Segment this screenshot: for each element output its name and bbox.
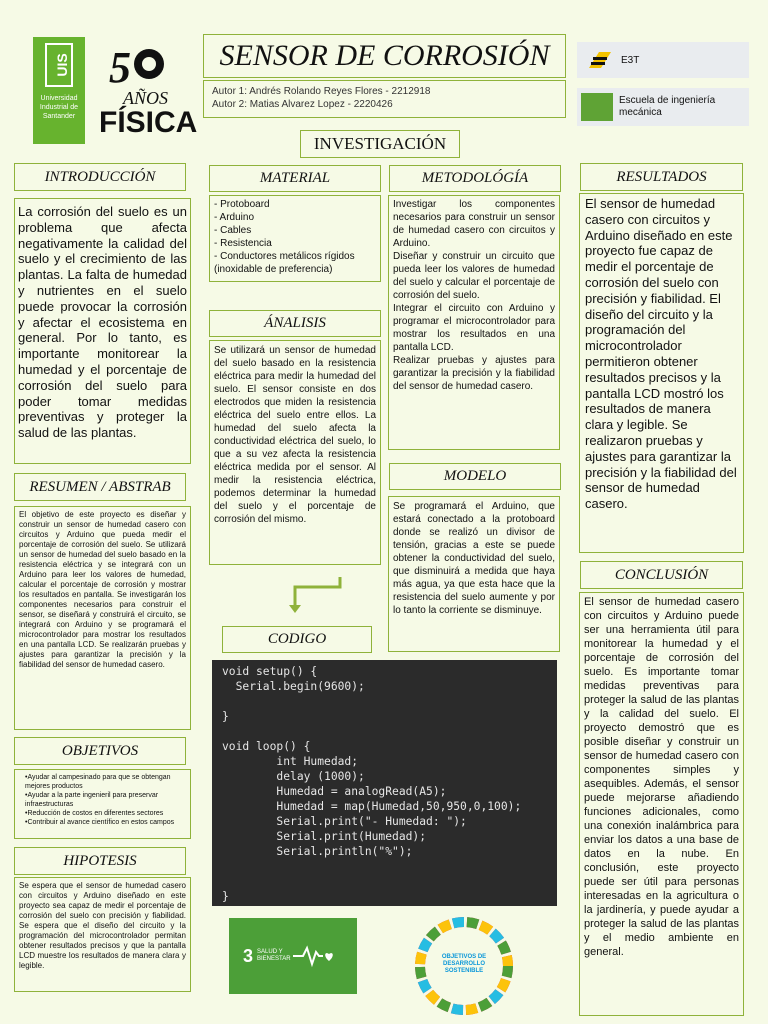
resultados-box — [579, 193, 744, 553]
code-line: } — [222, 890, 229, 903]
introduccion-box — [14, 198, 191, 464]
code-line: Serial.begin(9600); — [222, 680, 365, 693]
ods3-badge — [229, 918, 357, 994]
introduccion-heading: INTRODUCCIÓN — [14, 163, 186, 191]
metodologia-text: Investigar los componentes necesarios para construir un sensor de humedad casero con circuitos y Arduino. Diseñar y construir un circuito que pueda leer los valores de humedad del suelo y calcular el porcentaje de corrosión del suelo. Integrar el circuito con Arduino y programar el microcontrolador para mostrar los resultados en una pantalla LCD. Realizar pruebas y ajustes para garantizar la precisión y la fiabilidad del sensor de humedad casero. — [393, 199, 555, 392]
school-color-block — [581, 93, 613, 121]
list-item: •Reducción de costos en diferentes sectores — [25, 810, 164, 817]
code-line: Serial.println("%"); — [222, 845, 413, 858]
code-line: } — [222, 710, 229, 723]
objetivos-heading: OBJETIVOS — [14, 737, 186, 765]
heartbeat-icon — [293, 944, 337, 968]
e3t-logo — [577, 42, 749, 78]
code-line: void setup() { — [222, 665, 318, 678]
code-line: Serial.print(Humedad); — [222, 830, 427, 843]
list-item: - Protoboard — [214, 199, 270, 210]
list-item: •Ayudar a la parte ingenieril para preservar infraestructuras — [25, 792, 159, 808]
material-heading: MATERIAL — [209, 165, 381, 192]
list-item: - Resistencia — [214, 238, 272, 249]
ods3-number: 3 — [243, 945, 254, 966]
authors-box — [203, 80, 566, 118]
e3t-mark-icon — [585, 48, 615, 72]
material-list — [214, 198, 376, 276]
ods-wheel — [412, 918, 516, 1014]
poster-title: SENSOR DE CORROSIÓN — [219, 39, 550, 72]
modelo-text: Se programará el Arduino, que estará conectado a la protoboard donde se realizó un divisor de tensión, gracias a este se puede obtener la conductividad del suelo, que disminuirá a medida que haya más agua, ya que esta hace que la resistencia del suelo aumente y por lo tanto la corriente se disminuye. — [393, 501, 555, 616]
analisis-heading: ÁNALISIS — [209, 310, 381, 337]
list-item: - Conductores metálicos rígidos (inoxidable de preferencia) — [214, 251, 355, 275]
list-item: •Ayudar al campesinado para que se obtengan mejores productos — [25, 774, 171, 790]
ods-label: OBJETIVOS DE DESARROLLO SOSTENIBLE — [441, 954, 487, 974]
resultados-text: El sensor de humedad casero con circuitos y Arduino diseñado en este proyecto fue capaz de medir el porcentaje de corrosión del suelo con precisión y fiabilidad. El diseño del circuito y la programación del microcontrolador permitieron obtener resultados precisos y la pantalla LCD mostró los resultados de manera clara y legible. Se realizaron pruebas y ajustes para garantizar la precisión y la fiabilidad del sensor de humedad casero. — [585, 196, 737, 512]
e3t-label: E3T — [621, 54, 640, 66]
analisis-text: Se utilizará un sensor de humedad del suelo basado en la resistencia eléctrica para medir la humedad del suelo. El sensor consiste en dos electrodos que miden la resistencia eléctrica del suelo entre ellos. La humedad del suelo afecta la conductividad eléctrica del suelo, lo que a su vez afecta la resistencia eléctrica medida por el sensor. Al medir la resistencia eléctrica, podemos determinar la humedad del suelo y el porcentaje de corrosión del mismo. — [214, 345, 376, 525]
resumen-heading: RESUMEN / ABSTRAB — [14, 473, 186, 501]
hipotesis-heading: HIPOTESIS — [14, 847, 186, 875]
investigacion-title: INVESTIGACIÓN — [313, 134, 447, 153]
school-label: Escuela de ingeniería mecánica — [619, 95, 716, 118]
hipotesis-text: Se espera que el sensor de humedad casero con circuitos y Arduino diseñado en este proyecto sea capaz de medir el porcentaje de corrosión del suelo con precisión y fiabilidad. Se espera que el diseño del circuito y la programación del microcontrolador permitan obtener resultados precisos y que la pantalla LCD muestre los resultados de manera clara y legible. — [19, 881, 186, 970]
codigo-heading: CODIGO — [222, 626, 372, 653]
list-item: •Contribuir al avance científico en estos campos — [25, 819, 175, 826]
uis-name: Universidad Industrial de Santander — [39, 95, 79, 120]
modelo-box — [388, 496, 560, 652]
material-box — [209, 195, 381, 282]
introduccion-text: La corrosión del suelo es un problema que afecta negativamente la calidad del suelo y el crecimiento de las plantas. La falta de humedad y nutrientes en el suelo puede provocar la corrosión y afectar el ecosistema en general. Por lo tanto, es importante monitorear la humedad y el porcentaje de corrosión del suelo para poder tomar medidas preventivas y proteger la salud de las plantas. — [18, 204, 187, 441]
hipotesis-box — [14, 877, 191, 992]
code-line: Humedad = map(Humedad,50,950,0,100); — [222, 800, 522, 813]
svg-text:FÍSICA: FÍSICA — [99, 106, 198, 139]
metodologia-heading: METODOLÓGÍA — [389, 165, 561, 192]
modelo-heading: MODELO — [389, 463, 561, 490]
code-block — [212, 660, 557, 906]
svg-text:5: 5 — [109, 43, 131, 92]
uis-logo — [33, 37, 85, 144]
resumen-text: El objetivo de este proyecto es diseñar y construir un sensor de humedad casero con circuitos y Arduino que pueda medir el porcentaje de corrosión del suelo. Se utilizará un sensor de humedad del suelo basado en la resistencia eléctrica y se integrará con un Arduino para leer los valores de humedad, calcular el porcentaje de corrosión y mostrar los resultados en pantalla. Se investigarán los componentes necesarios para construir el sensor, se diseñará y construirá el circuito, se integrará con Arduino y se programará el microcontrolador para mostrar los resultados en una pantalla LCD. Se realizarán pruebas y ajustes para garantizar la precisión y la fiabilidad del sensor de humedad casero. — [19, 510, 186, 669]
resumen-box — [14, 506, 191, 730]
list-item: - Cables — [214, 225, 252, 236]
code-line: int Humedad; — [222, 755, 359, 768]
title-banner — [203, 34, 566, 78]
flow-arrow-icon — [285, 575, 345, 615]
svg-text:UIS: UIS — [54, 53, 70, 77]
objetivos-list — [19, 773, 186, 827]
code-line: void loop() { — [222, 740, 311, 753]
author-1: Autor 1: Andrés Rolando Reyes Flores - 2212918 — [212, 86, 431, 97]
ods3-label: SALUD Y BIENESTAR — [257, 949, 291, 962]
list-item: - Arduino — [214, 212, 255, 223]
uis-emblem-icon — [45, 43, 73, 87]
code-line: Humedad = analogRead(A5); — [222, 785, 447, 798]
conclusion-heading: CONCLUSIÓN — [580, 561, 743, 589]
code-line: delay (1000); — [222, 770, 365, 783]
objetivos-box — [14, 769, 191, 839]
metodologia-box — [388, 195, 560, 450]
conclusion-text: El sensor de humedad casero con circuitos y Arduino puede ser una herramienta útil para monitorear la humedad y el porcentaje de corrosión del suelo. Es importante tomar medidas preventivas para proteger la salud de las plantas y la calidad del suelo. El proyecto demostró que es posible diseñar y construir un sensor de humedad casero con componentes simples y asequibles. Además, el sensor puede mejorarse añadiendo funciones adicionales, como una conexión inalámbrica para enviar los datos a una base de datos en la nube. En conclusión, este proyecto puede ser útil para personas interesadas en la agricultura o la jardinería, y puede ayudar a proteger la salud de las plantas y el medio ambiente en general. — [584, 596, 739, 958]
resultados-heading: RESULTADOS — [580, 163, 743, 191]
fisica-logo — [97, 38, 198, 139]
author-2: Autor 2: Matias Alvarez Lopez - 2220426 — [212, 99, 393, 110]
conclusion-box — [579, 592, 744, 1016]
school-logo — [577, 88, 749, 126]
investigacion-banner — [300, 130, 460, 158]
fisica-anniversary-icon — [97, 38, 198, 139]
code-line: Serial.print("- Humedad: "); — [222, 815, 467, 828]
svg-text:AÑOS: AÑOS — [123, 88, 168, 108]
code-listing — [222, 664, 547, 904]
analisis-box — [209, 340, 381, 565]
